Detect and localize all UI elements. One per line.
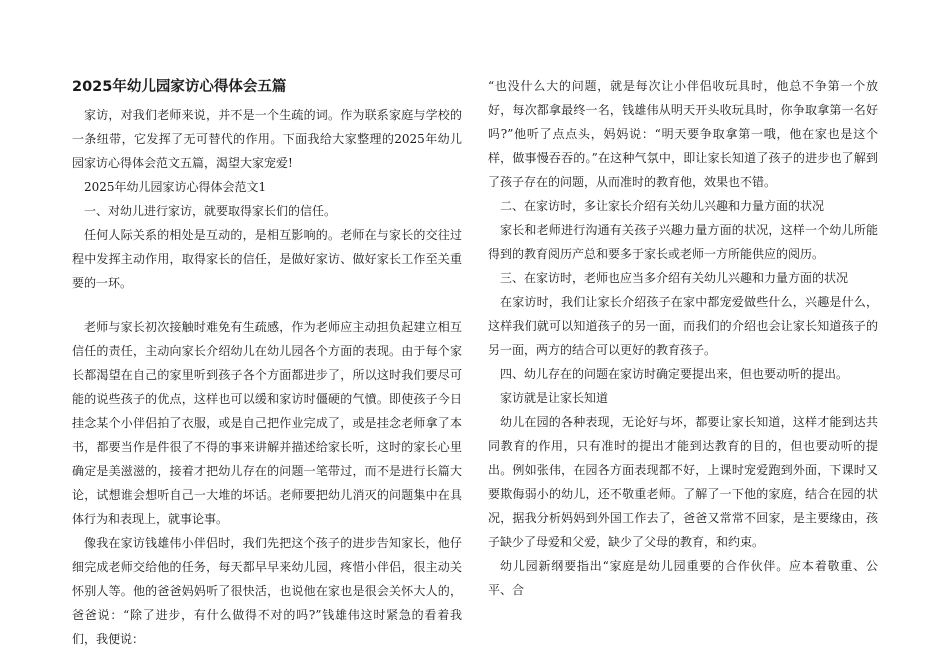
body-paragraph: 家长和老师进行沟通有关孩子兴趣力量方面的状况，这样一个幼儿所能得到的教育阅历产总和要多于家长或老师一方所能供应的阅历。 bbox=[488, 223, 878, 261]
document-title: 2025年幼儿园家访心得体会五篇 bbox=[72, 79, 287, 95]
body-paragraph: 幼儿园新纲要指出“家庭是幼儿园重要的合作伙伴。应本着敬重、公平、合 bbox=[488, 559, 878, 597]
body-paragraph: 老师与家长初次接触时难免有生疏感，作为老师应主动担负起建立相互信任的责任，主动向家长介绍幼儿在幼儿园各个方面的表现。由于每个家长都渴望在自己的家里听到孩子各个方面都进步了，所以这时我们要尽可能的说些孩子的优点，这样也可以缓和家访时僵硬的气憤。即使孩子今日挂念某个小伴侣拍了衣服，或是自己把作业完成了，或是挂念老师拿了本书，都要当作是件很了不得的事来讲解并描述给家长听，这时的家长心里确定是美滋滋的，接着才把幼儿存在的问题一笔带过，而不是进行长篇大论，试想谁会想听自己一大堆的坏话。老师要把幼儿消灭的问题集中在具体行为和表现上，就事论事。 bbox=[72, 320, 462, 526]
body-paragraph: “也没什么大的问题，就是每次让小伴侣收玩具时，他总不争第一个放好，每次都拿最终一名，钱雄伟从明天开头收玩具时，你争取拿第一名好吗?”他听了点点头，妈妈说：“明天要争取拿第一哦，他在家也是这个样，做事慢吞吞的。”在这种气氛中，即让家长知道了孩子的进步也了解到了孩子存在的问题，从而准时的教育他，效果也不错。 bbox=[488, 79, 878, 189]
section-heading: 一、对幼儿进行家访，就要取得家长们的信任。 bbox=[84, 204, 337, 218]
left-column bbox=[72, 74, 462, 651]
body-paragraph: 任何人际关系的相处是互动的，是相互影响的。老师在与家长的交往过程中发挥主动作用，取得家长的信任，是做好家访、做好家长工作至关重要的一环。 bbox=[72, 228, 462, 290]
body-paragraph: 幼儿在园的各种表现，无论好与坏，都要让家长知道，这样才能到达共同教育的作用，只有准时的提出才能到达教育的目的，但也要动听的提出。例如张伟，在园各方面表现都不好，上课时宠爱跑到外面，下课时又要欺侮弱小的幼儿，还不敬重老师。了解了一下他的家庭，结合在园的状况，据我分析妈妈到外国工作去了，爸爸又常常不回家，是主要缘由，孩子缺少了母爱和父爱，缺少了父母的教育，和约束。 bbox=[488, 415, 878, 549]
section-heading: 二、在家访时，多让家长介绍有关幼儿兴趣和力量方面的状况 bbox=[500, 199, 825, 213]
essay-heading: 2025年幼儿园家访心得体会范文1 bbox=[84, 180, 267, 194]
right-column bbox=[488, 74, 878, 602]
section-heading: 三、在家访时，老师也应当多介绍有关幼儿兴趣和力量方面的状况 bbox=[500, 271, 849, 285]
intro-paragraph: 家访，对我们老师来说，并不是一个生疏的词。作为联系家庭与学校的一条纽带，它发挥了无可替代的作用。下面我给大家整理的2025年幼儿园家访心得体会范文五篇，渴望大家宠爱! bbox=[72, 108, 462, 170]
body-paragraph: 在家访时，我们让家长介绍孩子在家中都宠爱做些什么，兴趣是什么，这样我们就可以知道孩子的另一面，而我们的介绍也会让家长知道孩子的另一面，两方的结合可以更好的教育孩子。 bbox=[488, 295, 878, 357]
body-paragraph: 像我在家访钱雄伟小伴侣时，我们先把这个孩子的进步告知家长，他仔细完成老师交给他的任务，每天都早早来幼儿园，疼惜小伴侣，很主动关怀别人等。他的爸爸妈妈听了很快活，也说他在家也是很会关怀大人的，爸爸说：“除了进步，有什么做得不对的吗?”钱雄伟这时紧急的看着我们，我便说： bbox=[72, 536, 462, 646]
section-heading: 四、幼儿存在的问题在家访时确定要提出来，但也要动听的提出。 bbox=[500, 367, 849, 381]
body-paragraph: 家访就是让家长知道 bbox=[500, 391, 609, 405]
